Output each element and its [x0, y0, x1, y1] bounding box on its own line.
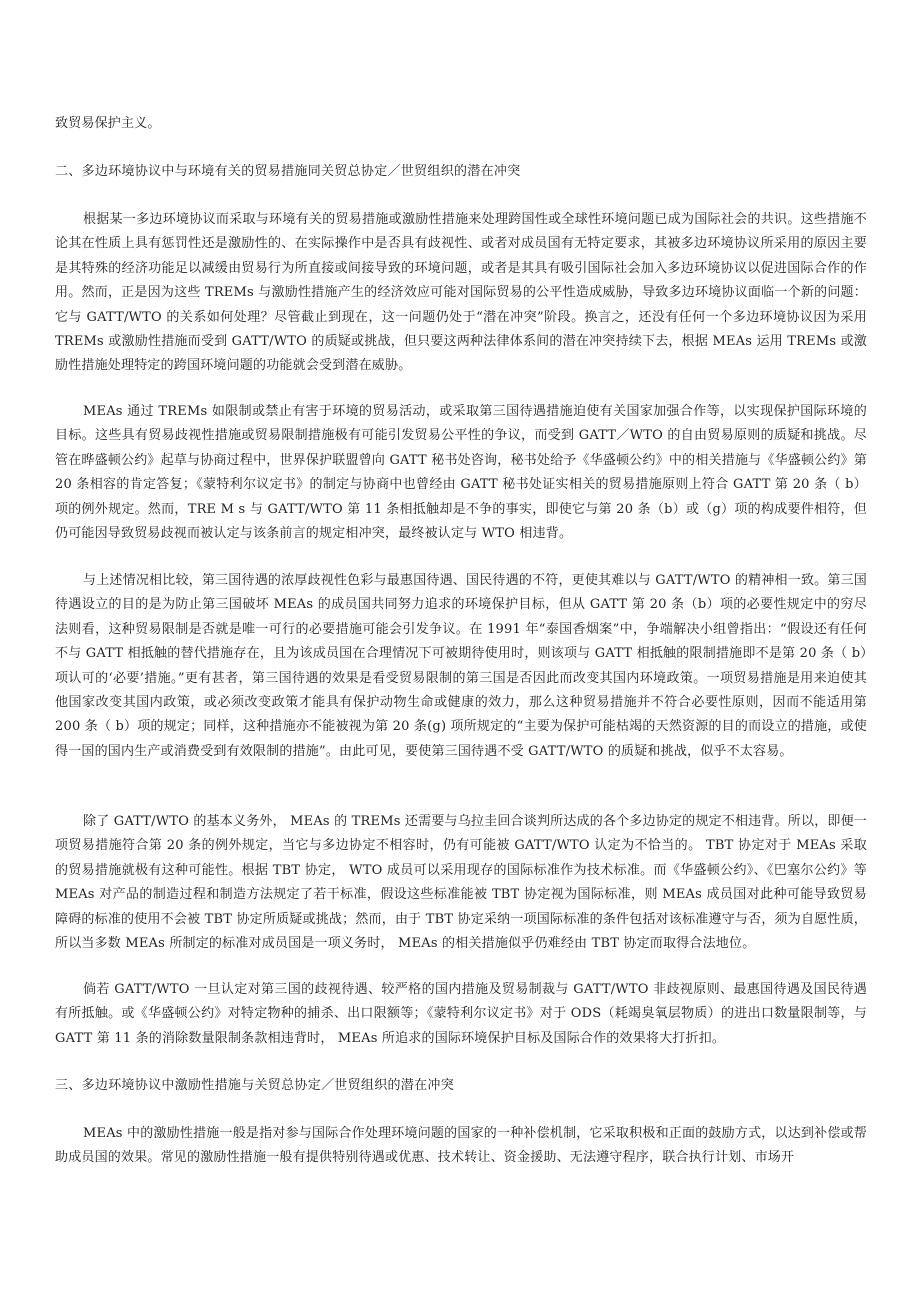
- lead-fragment: 致贸易保护主义。: [55, 116, 161, 131]
- paragraph-1: 根据某一多边环境协议而采取与环境有关的贸易措施或激励性措施来处理跨国性或全球性环境问题已成为国际社会的共识。这些措施不论其在性质上具有惩罚性还是激励性的、在实际操作中是否具有歧视性、或者对成员国有无特定要求，其被多边环境协议所采用的原因主要是其特殊的经济功能足以减缓由贸易行为所直接或间接导致的环境问题，或者是其具有吸引国际社会加入多边环境协议以促进国际合作的作用。然而，正是因为这些 TREMs 与激励性措施产生的经济效应可能对国际贸易的公平性造成威胁，导致多边环境协议面临一个新的问题：它与 GATT/WTO 的关系如何处理？尽管截止到现在，这一问题仍处于“潜在冲突”阶段。换言之，还没有任何一个多边环境协议因为采用 TREMs 或激励性措施而受到 GATT/WTO 的质疑或挑战，但只要这两种法律体系间的潜在冲突持续下去，根据 MEAs 运用 TREMs 或激励性措施处理特定的跨国环境问题的功能就会受到潜在威胁。: [55, 212, 867, 374]
- paragraph-5: 倘若 GATT/WTO 一旦认定对第三国的歧视待遇、较严格的国内措施及贸易制裁与 GATT/WTO 非歧视原则、最惠国待遇及国民待遇有所抵触。或《华盛顿公约》对特定物种的捕杀、出口限额等；《蒙特利尔议定书》对于 ODS（耗竭臭氧层物质）的进出口数量限制等，与 GATT 第 11 条的消除数量限制条款相违背时， MEAs 所追求的国际环境保护目标及国际合作的效果将大打折扣。: [55, 982, 867, 1046]
- paragraph-3: 与上述情况相比较，第三国待遇的浓厚歧视性色彩与最惠国待遇、国民待遇的不符，更使其难以与 GATT/WTO 的精神相一致。第三国待遇设立的目的是为防止第三国破坏 MEAs 的成员国共同努力追求的环境保护目标，但从 GATT 第 20 条（b）项的必要性规定中的穷尽法则看，这种贸易限制是否就是唯一可行的必要措施可能会引发争议。在 1991 年“泰国香烟案”中，争端解决小组曾指出：“假设还有任何不与 GATT 相抵触的替代措施存在，且为该成员国在合理情况下可被期待使用时，则该项与 GATT 相抵触的限制措施即不是第 20 条（ b）项认可的‘必要’措施。”更有甚者，第三国待遇的效果是看受贸易限制的第三国是否因此而改变其国内环境政策。一项贸易措施是用来迫使其他国家改变其国内政策，或必须改变政策才能具有保护动物生命或健康的效力，那么这种贸易措施并不符合必要性原则，因而不能适用第 200 条（ b）项的规定；同样，这种措施亦不能被视为第 20 条(g) 项所规定的“主要为保护可能枯竭的天然资源的目的而设立的措施，或使得一国的国内生产或消费受到有效限制的措施”。由此可见，要使第三国待遇不受 GATT/WTO 的质疑和挑战，似乎不太容易。: [55, 573, 867, 759]
- paragraph-4: 除了 GATT/WTO 的基本义务外， MEAs 的 TREMs 还需要与乌拉圭回合谈判所达成的各个多边协定的规定不相违背。所以，即便一项贸易措施符合第 20 条的例外规定，当它与多边协定不相容时，仍有可能被 GATT/WTO 认定为不恰当的。 TBT 协定对于 MEAs 采取的贸易措施就极有这种可能性。根据 TBT 协定， WTO 成员可以采用现存的国际标准作为技术标准。而《华盛顿公约》、《巴塞尔公约》等 MEAs 对产品的制造过程和制造方法规定了若干标准，假设这些标准能被 TBT 协定视为国际标准，则 MEAs 成员国对此种可能导致贸易障碍的标准的使用不会被 TBT 协定所质疑或挑战；然而，由于 TBT 协定采纳一项国际标准的条件包括对该标准遵守与否，须为自愿性质，所以当多数 MEAs 所制定的标准对成员国是一项义务时， MEAs 的相关措施似乎仍难经由 TBT 协定而取得合法地位。: [55, 814, 867, 952]
- paragraph-2: MEAs 通过 TREMs 如限制或禁止有害于环境的贸易活动，或采取第三国待遇措施迫使有关国家加强合作等，以实现保护国际环境的目标。这些具有贸易歧视性措施或贸易限制措施极有可能引发贸易公平性的争议，而受到 GATT／WTO 的自由贸易原则的质疑和挑战。尽管在晔盛顿公约》起草与协商过程中，世界保护联盟曾向 GATT 秘书处咨询，秘书处给予《华盛顿公约》中的相关措施与《华盛顿公约》第 20 条相容的肯定答复；《蒙特利尔议定书》的制定与协商中也曾经由 GATT 秘书处证实相关的贸易措施原则上符合 GATT 第 20 条（ b）项的例外规定。然而，TRE M s 与 GATT/WTO 第 11 条相抵触却是不争的事实，即使它与第 20 条（b）或（g）项的构成要件相符，但仍可能因导致贸易歧视而被认定与该条前言的规定相冲突，最终被认定与 WTO 相违背。: [55, 404, 867, 542]
- section-heading-3: 三、多边环境协议中激励性措施与关贸总协定／世贸组织的潜在冲突: [55, 1078, 455, 1093]
- paragraph-6: MEAs 中的激励性措施一般是指对参与国际合作处理环境问题的国家的一种补偿机制，它采取积极和正面的鼓励方式，以达到补偿或帮助成员国的效果。常见的激励性措施一般有提供特别待遇或优惠、技术转让、资金援助、无法遵守程序，联合执行计划、市场开: [55, 1126, 867, 1166]
- section-heading-2: 二、多边环境协议中与环境有关的贸易措施同关贸总协定／世贸组织的潜在冲突: [55, 164, 521, 179]
